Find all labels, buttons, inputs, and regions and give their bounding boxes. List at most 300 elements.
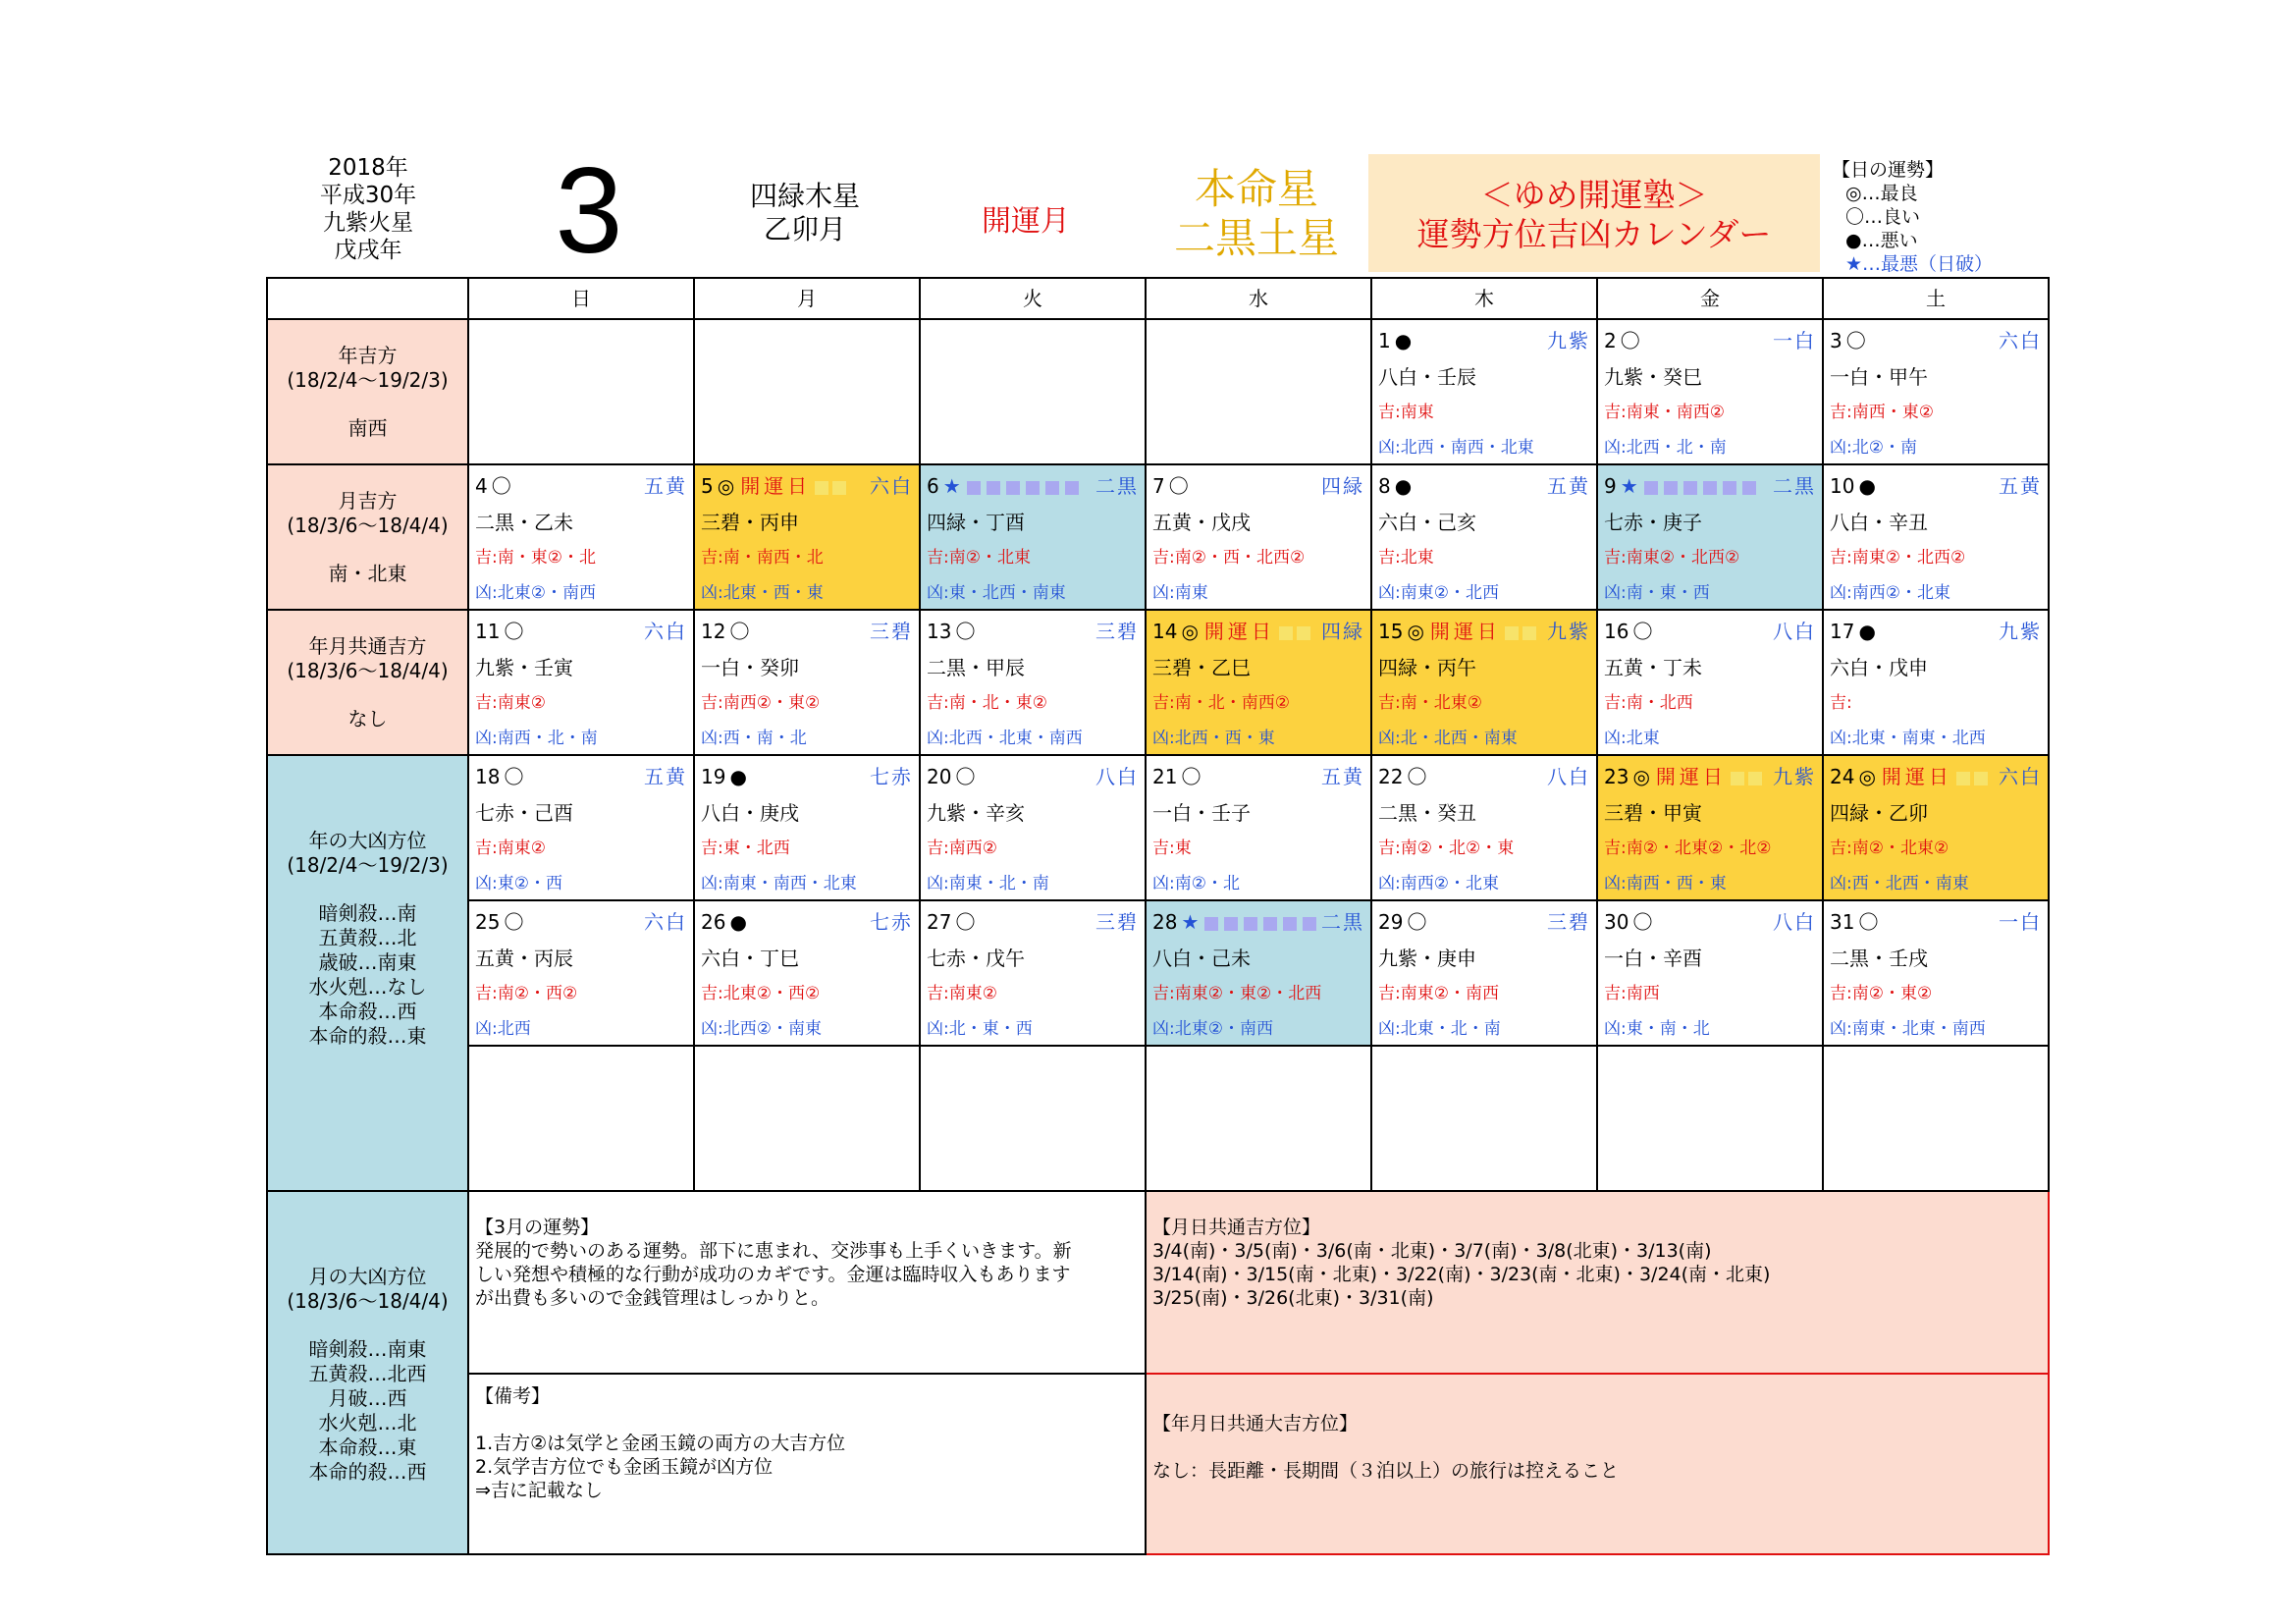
year-bad-line: 水火剋…なし bbox=[308, 975, 427, 999]
day-number: 30 bbox=[1604, 910, 1629, 934]
hajitsu-square-icon bbox=[987, 481, 1000, 495]
day-fortune-mark: ◎ bbox=[1181, 620, 1199, 643]
day-cell[interactable] bbox=[1146, 900, 1371, 1046]
day-header bbox=[1152, 473, 1364, 499]
day-header bbox=[701, 473, 913, 499]
fortune-line: が出費も多いので金銭管理はしっかりと。 bbox=[475, 1287, 830, 1309]
day-eto: 三碧・甲寅 bbox=[1604, 801, 1702, 825]
legend-item: 〇…良い bbox=[1845, 206, 1921, 228]
day-fortune-mark: 〇 bbox=[1845, 329, 1866, 352]
day-bad-directions: 凶:西・南・北 bbox=[701, 729, 807, 748]
day-cell[interactable] bbox=[1823, 610, 2049, 755]
day-fortune-mark: 〇 bbox=[955, 910, 976, 934]
day-header bbox=[1830, 764, 2042, 789]
day-cell[interactable] bbox=[468, 755, 694, 900]
kaiun-day-label: 開運日 bbox=[740, 474, 812, 498]
day-number: 19 bbox=[701, 765, 726, 788]
day-number-group bbox=[701, 909, 747, 935]
day-cell[interactable] bbox=[694, 610, 920, 755]
page-title bbox=[1368, 154, 1820, 272]
empty-day-cell bbox=[1371, 1046, 1597, 1191]
day-number-group bbox=[1152, 619, 1310, 644]
month-bad-line: 本命殺…東 bbox=[318, 1435, 417, 1459]
legend-item: ◎…最良 bbox=[1845, 183, 1918, 204]
day-lucky-directions: 吉:南西 bbox=[1604, 984, 1660, 1003]
day-bad-directions: 凶:南東・南西・北東 bbox=[701, 874, 857, 893]
day-kyusei: 六白 bbox=[1999, 765, 2042, 788]
day-number: 18 bbox=[475, 765, 501, 788]
day-cell[interactable] bbox=[468, 464, 694, 610]
kaiun-square-icon bbox=[1297, 626, 1310, 640]
day-cell[interactable] bbox=[694, 755, 920, 900]
day-number-group bbox=[1830, 619, 1876, 644]
day-header bbox=[475, 909, 687, 935]
day-lucky-directions: 吉:南・北東② bbox=[1378, 693, 1482, 713]
empty-day-cell bbox=[694, 1046, 920, 1191]
day-number: 6 bbox=[927, 474, 939, 498]
day-number-group bbox=[701, 473, 846, 499]
common-lucky-value: なし bbox=[347, 706, 388, 731]
day-cell[interactable] bbox=[1823, 900, 2049, 1046]
day-number: 20 bbox=[927, 765, 952, 788]
day-number-group bbox=[927, 473, 1079, 499]
day-eto: 八白・壬辰 bbox=[1378, 365, 1476, 389]
day-kyusei: 九紫 bbox=[1547, 620, 1590, 643]
day-bad-directions: 凶:東・北西・南東 bbox=[927, 583, 1066, 603]
common-lucky-range: (18/3/6～18/4/4) bbox=[287, 658, 449, 682]
day-fortune-mark: 〇 bbox=[491, 474, 511, 498]
day-cell[interactable] bbox=[1597, 610, 1823, 755]
empty-day-cell bbox=[920, 319, 1146, 464]
day-bad-directions: 凶:南西・西・東 bbox=[1604, 874, 1727, 893]
weekday-thu: 木 bbox=[1371, 278, 1597, 319]
day-eto: 二黒・壬戌 bbox=[1830, 947, 1928, 970]
day-number: 26 bbox=[701, 910, 726, 934]
kaiun-square-icon bbox=[1279, 626, 1293, 640]
day-fortune-mark: ● bbox=[1394, 474, 1413, 498]
day-number: 12 bbox=[701, 620, 726, 643]
day-eto: 三碧・丙申 bbox=[701, 511, 799, 534]
day-fortune-mark: ◎ bbox=[1407, 620, 1424, 643]
day-lucky-directions: 吉:南東・南西② bbox=[1604, 403, 1725, 422]
day-header bbox=[1830, 473, 2042, 499]
day-kyusei: 六白 bbox=[644, 910, 687, 934]
day-kyusei: 五黄 bbox=[644, 765, 687, 788]
day-lucky-directions: 吉:南②・北②・東 bbox=[1378, 839, 1515, 858]
day-header bbox=[1604, 764, 1816, 789]
kaiun-day-label: 開運日 bbox=[1429, 620, 1501, 643]
day-kyusei: 二黒 bbox=[1773, 474, 1816, 498]
month-bad-line: 月破…西 bbox=[328, 1386, 407, 1410]
day-lucky-directions: 吉:南・北・東② bbox=[927, 693, 1047, 713]
hajitsu-square-icon bbox=[1224, 917, 1238, 931]
hajitsu-square-icon bbox=[967, 481, 981, 495]
hajitsu-square-icon bbox=[1283, 917, 1297, 931]
day-cell[interactable] bbox=[1371, 610, 1597, 755]
day-header bbox=[1604, 909, 1816, 935]
day-fortune-mark: 〇 bbox=[504, 765, 524, 788]
day-fortune-mark: 〇 bbox=[955, 765, 976, 788]
day-lucky-directions: 吉:南・南西・北 bbox=[701, 548, 824, 568]
kaiun-square-icon bbox=[832, 481, 846, 495]
day-cell[interactable] bbox=[468, 900, 694, 1046]
day-eto: 八白・己未 bbox=[1152, 947, 1251, 970]
day-cell[interactable] bbox=[1823, 464, 2049, 610]
day-fortune-mark: 〇 bbox=[1168, 474, 1189, 498]
day-cell[interactable] bbox=[1371, 755, 1597, 900]
empty-day-cell bbox=[1823, 1046, 2049, 1191]
notes-line: 2.気学吉方位でも金函玉鏡が凶方位 bbox=[475, 1456, 774, 1479]
day-bad-directions: 凶:北西・北・南 bbox=[1604, 438, 1727, 458]
day-bad-directions: 凶:北西・北東・南西 bbox=[927, 729, 1083, 748]
day-bad-directions: 凶:北東②・南西 bbox=[1152, 1019, 1273, 1039]
day-kyusei: 九紫 bbox=[1999, 620, 2042, 643]
day-bad-directions: 凶:東②・西 bbox=[475, 874, 562, 893]
hajitsu-square-icon bbox=[1723, 481, 1736, 495]
day-eto: 五黄・丙辰 bbox=[475, 947, 573, 970]
day-lucky-directions: 吉:南東②・北西② bbox=[1604, 548, 1740, 568]
day-eto: 二黒・甲辰 bbox=[927, 656, 1025, 679]
fortune-line: 発展的で勢いのある運勢。部下に恵まれ、交渉事も上手くいきます。新 bbox=[475, 1240, 1072, 1262]
day-number-group bbox=[1830, 909, 1878, 935]
day-cell[interactable] bbox=[920, 610, 1146, 755]
weekday-tue: 火 bbox=[920, 278, 1146, 319]
day-header bbox=[475, 619, 687, 644]
day-fortune-mark: 〇 bbox=[504, 910, 524, 934]
day-number-group bbox=[475, 619, 523, 644]
hajitsu-square-icon bbox=[1045, 481, 1059, 495]
day-number-group bbox=[1604, 473, 1756, 499]
day-kyusei: 六白 bbox=[870, 474, 913, 498]
month-lucky-value: 南・北東 bbox=[328, 561, 407, 585]
day-number: 13 bbox=[927, 620, 952, 643]
kaiun-day-label: 開運日 bbox=[1881, 765, 1952, 788]
day-number: 25 bbox=[475, 910, 501, 934]
day-fortune-mark: 〇 bbox=[1620, 329, 1640, 352]
day-header bbox=[1604, 328, 1816, 353]
day-number-group bbox=[1378, 909, 1426, 935]
hajitsu-square-icon bbox=[1065, 481, 1079, 495]
day-number: 16 bbox=[1604, 620, 1629, 643]
day-header bbox=[1152, 909, 1364, 935]
month-lucky-title: 月吉方 bbox=[338, 488, 398, 513]
weekday-mon: 月 bbox=[694, 278, 920, 319]
day-bad-directions: 凶:北西・西・東 bbox=[1152, 729, 1275, 748]
hajitsu-square-icon bbox=[1006, 481, 1020, 495]
day-number: 24 bbox=[1830, 765, 1855, 788]
day-cell[interactable] bbox=[1823, 755, 2049, 900]
day-kyusei: 五黄 bbox=[1321, 765, 1364, 788]
day-eto: 四緑・丁酉 bbox=[927, 511, 1025, 534]
hajitsu-square-icon bbox=[1742, 481, 1756, 495]
day-cell[interactable] bbox=[1146, 464, 1371, 610]
day-lucky-directions: 吉:南東②・東②・北西 bbox=[1152, 984, 1322, 1003]
day-cell[interactable] bbox=[920, 755, 1146, 900]
kaiun-day-label: 開運日 bbox=[1655, 765, 1727, 788]
day-eto: 九紫・癸巳 bbox=[1604, 365, 1702, 389]
day-header bbox=[701, 764, 913, 789]
day-lucky-directions: 吉:北東②・西② bbox=[701, 984, 821, 1003]
day-number: 31 bbox=[1830, 910, 1855, 934]
weekday-wed: 水 bbox=[1146, 278, 1371, 319]
month-bad-title: 月の大凶方位 bbox=[308, 1265, 427, 1288]
month-bad-range: (18/3/6～18/4/4) bbox=[287, 1289, 449, 1313]
day-kyusei: 二黒 bbox=[1321, 910, 1364, 934]
day-bad-directions: 凶:東・南・北 bbox=[1604, 1019, 1710, 1039]
day-bad-directions: 凶:南西②・北東 bbox=[1378, 874, 1499, 893]
day-bad-directions: 凶:北西 bbox=[475, 1019, 531, 1039]
day-fortune-mark: 〇 bbox=[1181, 765, 1201, 788]
day-header bbox=[1604, 473, 1816, 499]
day-eto: 五黄・丁未 bbox=[1604, 656, 1702, 679]
day-lucky-directions: 吉: bbox=[1830, 693, 1852, 713]
day-number-group bbox=[1152, 473, 1189, 499]
kaiun-square-icon bbox=[1974, 772, 1988, 785]
day-bad-directions: 凶:南西②・北東 bbox=[1830, 583, 1950, 603]
day-bad-directions: 凶:北東・南東・北西 bbox=[1830, 729, 1986, 748]
day-cell[interactable] bbox=[1823, 319, 2049, 464]
day-kyusei: 八白 bbox=[1095, 765, 1139, 788]
day-kyusei: 三碧 bbox=[1547, 910, 1590, 934]
day-number-group bbox=[1830, 764, 1988, 789]
day-kyusei: 四緑 bbox=[1321, 620, 1364, 643]
great-common-text: なし：長距離・長期間（３泊以上）の旅行は控えること bbox=[1152, 1460, 1620, 1483]
month-star-line: 乙卯月 bbox=[763, 213, 846, 245]
empty-day-cell bbox=[468, 319, 694, 464]
day-fortune-mark: 〇 bbox=[729, 620, 750, 643]
day-bad-directions: 凶:北東 bbox=[1604, 729, 1660, 748]
month-bad-line: 本命的殺…西 bbox=[308, 1460, 427, 1484]
hajitsu-square-icon bbox=[1026, 481, 1040, 495]
common-day-line: 3/4(南)・3/5(南)・3/6(南・北東)・3/7(南)・3/8(北東)・3/13(南) bbox=[1152, 1240, 1712, 1262]
weekday-fri: 金 bbox=[1597, 278, 1823, 319]
kaiun-month-label: 開運月 bbox=[982, 204, 1070, 239]
month-lucky-range: (18/3/6～18/4/4) bbox=[287, 513, 449, 537]
day-lucky-directions: 吉:南・北・南西② bbox=[1152, 693, 1290, 713]
day-header bbox=[1378, 909, 1590, 935]
day-header bbox=[1830, 619, 2042, 644]
day-number-group bbox=[1604, 909, 1652, 935]
day-cell[interactable] bbox=[1597, 900, 1823, 1046]
day-number: 22 bbox=[1378, 765, 1404, 788]
empty-day-cell bbox=[1146, 1046, 1371, 1191]
day-number: 29 bbox=[1378, 910, 1404, 934]
fortune-title: 【3月の運勢】 bbox=[475, 1217, 600, 1238]
day-lucky-directions: 吉:南東②・南西 bbox=[1378, 984, 1499, 1003]
day-header bbox=[701, 619, 913, 644]
month-bad-line: 水火剋…北 bbox=[318, 1411, 417, 1435]
day-kyusei: 五黄 bbox=[1999, 474, 2042, 498]
day-header bbox=[1152, 764, 1364, 789]
day-header bbox=[927, 619, 1139, 644]
day-number: 4 bbox=[475, 474, 488, 498]
year-line: 戊戌年 bbox=[334, 238, 402, 263]
day-number-group bbox=[475, 764, 523, 789]
month-star-line: 四緑木星 bbox=[749, 180, 860, 212]
day-eto: 一白・辛酉 bbox=[1604, 947, 1702, 970]
day-kyusei: 五黄 bbox=[1547, 474, 1590, 498]
day-bad-directions: 凶:北・東・西 bbox=[927, 1019, 1033, 1039]
year-info bbox=[294, 154, 442, 264]
month-bad-line: 五黄殺…北西 bbox=[308, 1362, 427, 1385]
day-number: 17 bbox=[1830, 620, 1855, 643]
day-header bbox=[701, 909, 913, 935]
day-fortune-mark: 〇 bbox=[955, 620, 976, 643]
day-bad-directions: 凶:北東・北・南 bbox=[1378, 1019, 1501, 1039]
day-lucky-directions: 吉:南②・西・北西② bbox=[1152, 548, 1306, 568]
day-number-group bbox=[1378, 619, 1536, 644]
weekday-sat: 土 bbox=[1823, 278, 2049, 319]
day-eto: 九紫・庚申 bbox=[1378, 947, 1476, 970]
day-number: 27 bbox=[927, 910, 952, 934]
year-lucky-panel bbox=[267, 319, 468, 464]
calendar-grid bbox=[266, 277, 2050, 1555]
day-number: 8 bbox=[1378, 474, 1391, 498]
legend bbox=[1832, 158, 2028, 276]
kaiun-square-icon bbox=[1731, 772, 1744, 785]
honmei-line: 本命星 bbox=[1194, 165, 1318, 213]
month-star bbox=[726, 180, 883, 246]
empty-day-cell bbox=[694, 319, 920, 464]
day-header bbox=[1152, 619, 1364, 644]
day-number-group bbox=[1604, 764, 1762, 789]
great-common-box bbox=[1146, 1374, 2049, 1554]
day-lucky-directions: 吉:北東 bbox=[1378, 548, 1434, 568]
legend-item-worst: ★…最悪（日破） bbox=[1845, 253, 1994, 275]
month-lucky-panel bbox=[267, 464, 468, 610]
day-cell[interactable] bbox=[694, 900, 920, 1046]
day-number-group bbox=[1378, 328, 1412, 353]
day-lucky-directions: 吉:南西・東② bbox=[1830, 403, 1934, 422]
day-kyusei: 一白 bbox=[1773, 329, 1816, 352]
day-fortune-mark: 〇 bbox=[1407, 910, 1427, 934]
kaiun-square-icon bbox=[1505, 626, 1519, 640]
day-number: 11 bbox=[475, 620, 501, 643]
day-bad-directions: 凶:南東②・北西 bbox=[1378, 583, 1499, 603]
day-header bbox=[475, 473, 687, 499]
day-number-group bbox=[1378, 473, 1412, 499]
day-lucky-directions: 吉:東 bbox=[1152, 839, 1192, 858]
notes-title: 【備考】 bbox=[475, 1385, 551, 1408]
legend-title: 【日の運勢】 bbox=[1832, 159, 1945, 181]
day-fortune-mark: ● bbox=[729, 910, 747, 934]
day-fortune-mark: 〇 bbox=[1632, 910, 1653, 934]
day-cell[interactable] bbox=[920, 464, 1146, 610]
honmei-star bbox=[1158, 165, 1355, 263]
day-header bbox=[1378, 764, 1590, 789]
hajitsu-square-icon bbox=[1303, 917, 1316, 931]
legend-item: ●…悪い bbox=[1845, 230, 1918, 251]
day-header bbox=[1830, 328, 2042, 353]
day-fortune-mark: ● bbox=[729, 765, 747, 788]
day-eto: 六白・己亥 bbox=[1378, 511, 1476, 534]
day-number: 1 bbox=[1378, 329, 1391, 352]
empty-day-cell bbox=[1597, 1046, 1823, 1191]
day-bad-directions: 凶:南②・北 bbox=[1152, 874, 1240, 893]
year-bad-line: 本命的殺…東 bbox=[308, 1024, 427, 1048]
day-lucky-directions: 吉:南②・東② bbox=[1830, 984, 1933, 1003]
kaiun-day-label: 開運日 bbox=[1203, 620, 1275, 643]
common-lucky-title: 年月共通吉方 bbox=[308, 633, 427, 658]
day-cell[interactable] bbox=[468, 610, 694, 755]
day-kyusei: 一白 bbox=[1999, 910, 2042, 934]
day-cell[interactable] bbox=[1371, 464, 1597, 610]
day-kyusei: 八白 bbox=[1773, 620, 1816, 643]
day-number-group bbox=[927, 764, 975, 789]
year-bad-panel bbox=[267, 755, 468, 1191]
day-number: 28 bbox=[1152, 910, 1178, 934]
day-bad-directions: 凶:北西②・南東 bbox=[701, 1019, 822, 1039]
notes-line: ⇒吉に記載なし bbox=[475, 1480, 603, 1502]
day-fortune-mark: ★ bbox=[1181, 910, 1200, 934]
day-cell[interactable] bbox=[1146, 755, 1371, 900]
day-header bbox=[1378, 473, 1590, 499]
day-number: 23 bbox=[1604, 765, 1629, 788]
day-fortune-mark: ◎ bbox=[717, 474, 735, 498]
year-lucky-value: 南西 bbox=[347, 415, 388, 440]
day-number-group bbox=[475, 909, 523, 935]
day-kyusei: 三碧 bbox=[1095, 910, 1139, 934]
day-kyusei: 六白 bbox=[1999, 329, 2042, 352]
empty-day-cell bbox=[1146, 319, 1371, 464]
day-number-group bbox=[701, 764, 747, 789]
common-day-box bbox=[1146, 1191, 2049, 1374]
kaiun-square-icon bbox=[815, 481, 828, 495]
day-cell[interactable] bbox=[1371, 900, 1597, 1046]
year-lucky-title: 年吉方 bbox=[338, 343, 398, 367]
day-lucky-directions: 吉:南②・北東②・北② bbox=[1604, 839, 1772, 858]
day-cell[interactable] bbox=[1597, 319, 1823, 464]
hajitsu-square-icon bbox=[1644, 481, 1658, 495]
day-eto: 八白・庚戌 bbox=[701, 801, 799, 825]
day-cell[interactable] bbox=[920, 900, 1146, 1046]
day-bad-directions: 凶:北東②・南西 bbox=[475, 583, 596, 603]
day-cell[interactable] bbox=[694, 464, 920, 610]
year-line: 2018年 bbox=[328, 155, 408, 181]
day-bad-directions: 凶:北②・南 bbox=[1830, 438, 1917, 458]
day-cell[interactable] bbox=[1371, 319, 1597, 464]
day-cell[interactable] bbox=[1146, 610, 1371, 755]
day-cell[interactable] bbox=[1597, 464, 1823, 610]
day-number-group bbox=[1604, 328, 1640, 353]
hajitsu-square-icon bbox=[1263, 917, 1277, 931]
day-lucky-directions: 吉:南東②・北西② bbox=[1830, 548, 1966, 568]
day-lucky-directions: 吉:南②・北東 bbox=[927, 548, 1031, 568]
day-header bbox=[927, 909, 1139, 935]
month-bad-line: 暗剣殺…南東 bbox=[308, 1337, 427, 1361]
day-eto: 九紫・辛亥 bbox=[927, 801, 1025, 825]
day-lucky-directions: 吉:南・北西 bbox=[1604, 693, 1693, 713]
day-eto: 七赤・己酉 bbox=[475, 801, 573, 825]
year-bad-line: 暗剣殺…南 bbox=[318, 901, 417, 925]
day-kyusei: 八白 bbox=[1773, 910, 1816, 934]
day-eto: 四緑・丙午 bbox=[1378, 656, 1476, 679]
day-lucky-directions: 吉:南西②・東② bbox=[701, 693, 821, 713]
day-header bbox=[1830, 909, 2042, 935]
corner-cell bbox=[267, 278, 468, 319]
common-day-title: 【月日共通吉方位】 bbox=[1152, 1217, 1321, 1238]
day-fortune-mark: ◎ bbox=[1858, 765, 1876, 788]
day-cell[interactable] bbox=[1597, 755, 1823, 900]
day-number-group bbox=[927, 909, 975, 935]
day-kyusei: 七赤 bbox=[870, 910, 913, 934]
day-eto: 八白・辛丑 bbox=[1830, 511, 1928, 534]
day-bad-directions: 凶:南・東・西 bbox=[1604, 583, 1710, 603]
common-day-line: 3/25(南)・3/26(北東)・3/31(南) bbox=[1152, 1287, 1434, 1309]
day-eto: 六白・戊申 bbox=[1830, 656, 1928, 679]
day-fortune-mark: 〇 bbox=[1407, 765, 1427, 788]
day-eto: 一白・壬子 bbox=[1152, 801, 1251, 825]
